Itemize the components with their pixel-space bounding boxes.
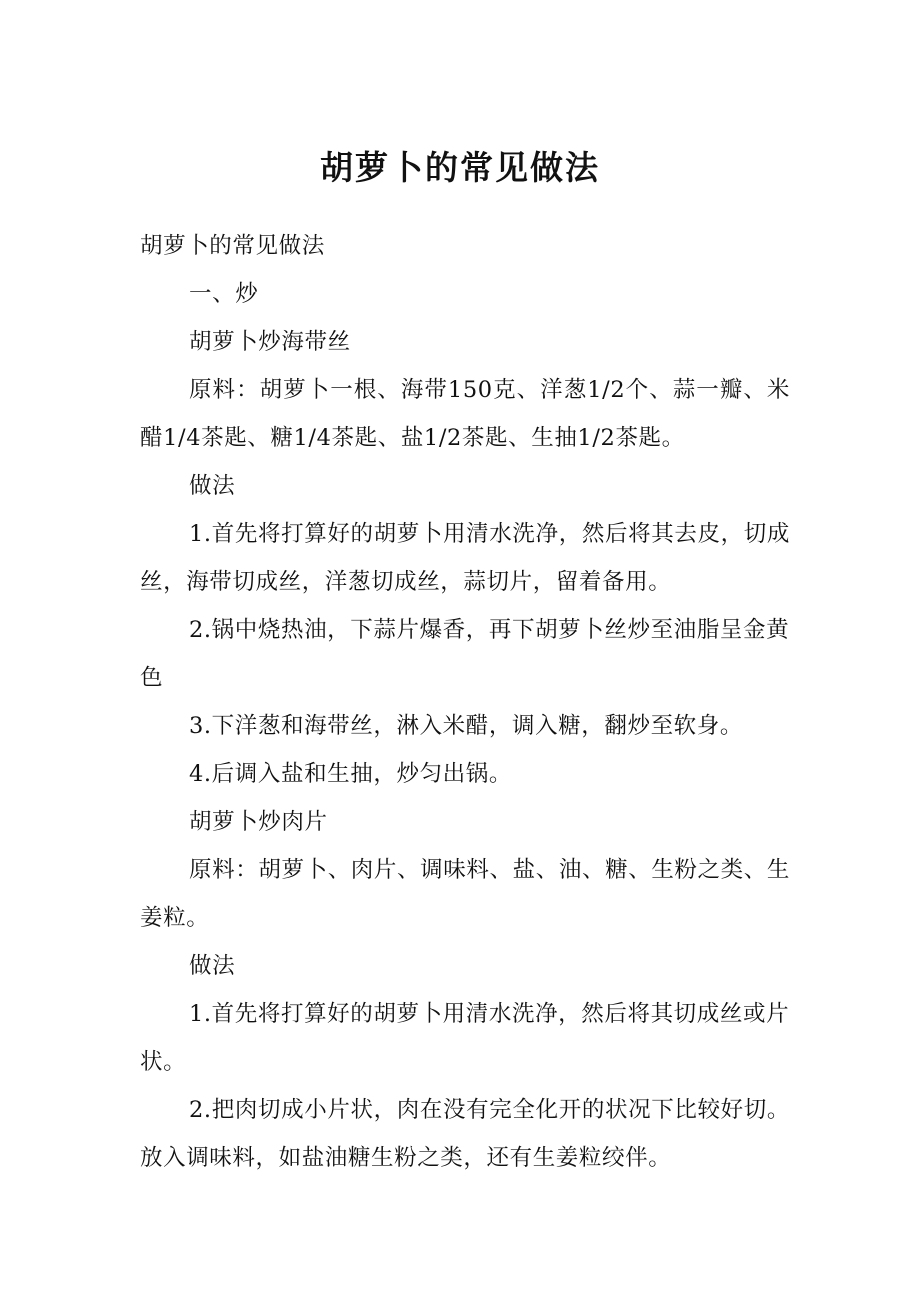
page-title: 胡萝卜的常见做法 (320, 148, 600, 187)
method-heading: 做法 (189, 473, 236, 499)
recipe-title: 胡萝卜炒肉片 (189, 809, 328, 835)
ingredients-paragraph: 原料：胡萝卜一根、海带150克、洋葱1/2个、蒜一瓣、米醋1/4茶匙、糖1/4茶匙、盐1/2茶匙、生抽1/2茶匙。 (140, 377, 790, 451)
subsection-heading: 一、炒 (189, 281, 259, 307)
step-paragraph: 2.把肉切成小片状，肉在没有完全化开的状况下比较好切。放入调味料，如盐油糖生粉之类，还有生姜粒绞伴。 (140, 1097, 790, 1171)
method-heading: 做法 (189, 953, 236, 979)
recipe-title: 胡萝卜炒海带丝 (189, 329, 351, 355)
step-paragraph: 4.后调入盐和生抽，炒匀出锅。 (189, 761, 512, 787)
step-paragraph: 1.首先将打算好的胡萝卜用清水洗净，然后将其切成丝或片状。 (140, 1001, 790, 1075)
step-paragraph: 1.首先将打算好的胡萝卜用清水洗净，然后将其去皮，切成丝，海带切成丝，洋葱切成丝，蒜切片，留着备用。 (140, 521, 790, 595)
step-paragraph: 2.锅中烧热油，下蒜片爆香，再下胡萝卜丝炒至油脂呈金黄色 (140, 617, 790, 691)
document-body (140, 222, 790, 1182)
ingredients-paragraph: 原料：胡萝卜、肉片、调味料、盐、油、糖、生粉之类、生姜粒。 (140, 857, 790, 931)
step-paragraph: 3.下洋葱和海带丝，淋入米醋，调入糖，翻炒至软身。 (189, 713, 743, 739)
section-heading: 胡萝卜的常见做法 (140, 233, 325, 259)
